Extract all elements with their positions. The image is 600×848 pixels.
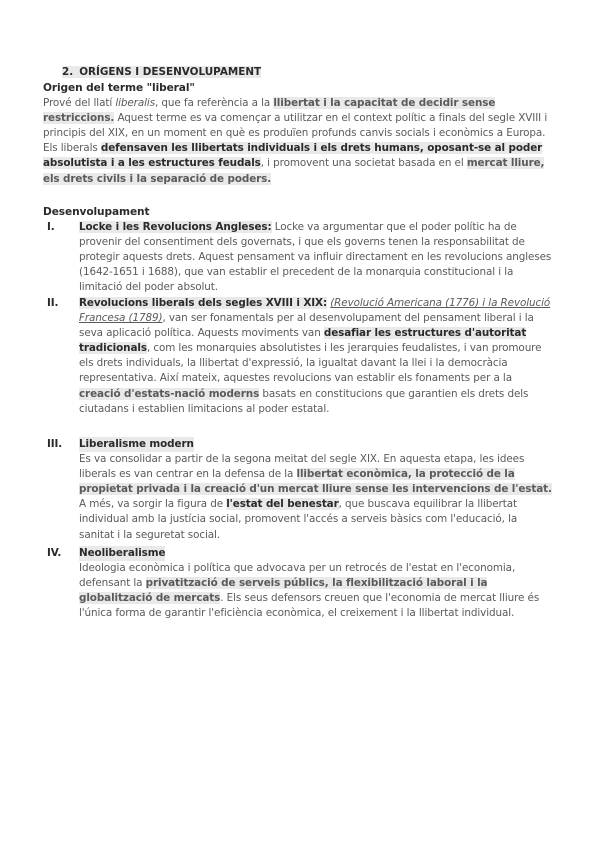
section-number: 2.	[62, 66, 74, 78]
section-title	[62, 66, 261, 78]
section-title-text: ORÍGENS I DESENVOLUPAMENT	[79, 66, 262, 78]
item-title: Liberalisme modern	[79, 437, 194, 452]
item-numeral: I.	[47, 221, 55, 233]
item-body: Locke i les Revolucions Angleses: Locke va argumentar que el poder polític ha de provenir del consentiment dels governats, i que els governs tenen la responsabilitat de protegir aquests drets. Aquest pensament va influir directament en les revolucions angleses (1642-1651 i 1688), que van establir el precedent de la monarquia constitucional i la limitació del poder absolut.	[79, 221, 552, 294]
item-numeral: IV.	[47, 547, 62, 559]
list-item	[43, 296, 553, 417]
revolutions-link: (Revolució Americana (1776) i la Revolució Francesa (1789)	[79, 297, 551, 325]
list-item	[43, 220, 553, 295]
item-body: Liberalisme modern Es va consolidar a partir de la segona meitat del segle XIX. En aquesta etapa, les idees liberals es van centrar en la defensa de la llibertat econòmica, la protecció de la propietat privada i la creació d'un mercat lliure sense les intervencions de l'estat. A més, va sorgir la figura de l'estat del benestar, que buscava equilibrar la llibertat individual amb la justícia social, promovent l'accés a serveis bàsics com l'educació, la sanitat i la seguretat social.	[79, 438, 552, 541]
item-title: Neoliberalisme	[79, 546, 165, 561]
origin-paragraph: Prové del llatí liberalis, que fa referència a la llibertat i la capacitat de decidir sense restriccions. Aquest terme es va començar a utilitzar en el context polític a finals del segle XVIII i principis del XIX, en un moment en què es produïen profunds canvis socials i econòmics a Europa. Els liberals defensaven les llibertats individuals i els drets humans, oposant-se al poder absolutista i a les estructures feudals, i promovent una societat basada en el mercat lliure, els drets civils i la separació de poders.	[43, 97, 548, 185]
item-title: Locke i les Revolucions Angleses:	[79, 221, 272, 233]
item-numeral: III.	[47, 438, 63, 450]
list-item	[43, 546, 553, 621]
origin-section	[43, 81, 553, 187]
item-body: Revolucions liberals dels segles XVIII i XIX: (Revolució Americana (1776) i la Revolució Francesa (1789), van ser fonamentals per al desenvolupament del pensament liberal i la seva aplicació política. Aquests moviments van desafiar les estructures d'autoritat tradicionals, com les monarquies absolutistes i les jerarquies feudalistes, i van promoure els drets individuals, la llibertat d'expressió, la igualtat davant la llei i la democràcia representativa. Així mateix, aquestes revolucions van establir els fonaments per a la creació d'estats-nació moderns basats en constitucions que garantien els drets dels ciutadans i establien limitacions al poder estatal.	[79, 297, 551, 415]
development-heading-block	[43, 205, 553, 220]
origin-heading: Origen del terme "liberal"	[43, 82, 195, 94]
development-heading: Desenvolupament	[43, 206, 150, 218]
item-title: Revolucions liberals dels segles XVIII i XIX:	[79, 297, 328, 309]
item-numeral: II.	[47, 297, 59, 309]
item-body: Neoliberalisme Ideologia econòmica i política que advocava per un retrocés de l'estat en l'economia, defensant la privatització de serveis públics, la flexibilització laboral i la globalització de mercats. Els seus defensors creuen que l'economia de mercat lliure és l'única forma de garantir l'eficiència econòmica, el creixement i la llibertat individual.	[79, 547, 540, 620]
list-item	[43, 437, 553, 543]
